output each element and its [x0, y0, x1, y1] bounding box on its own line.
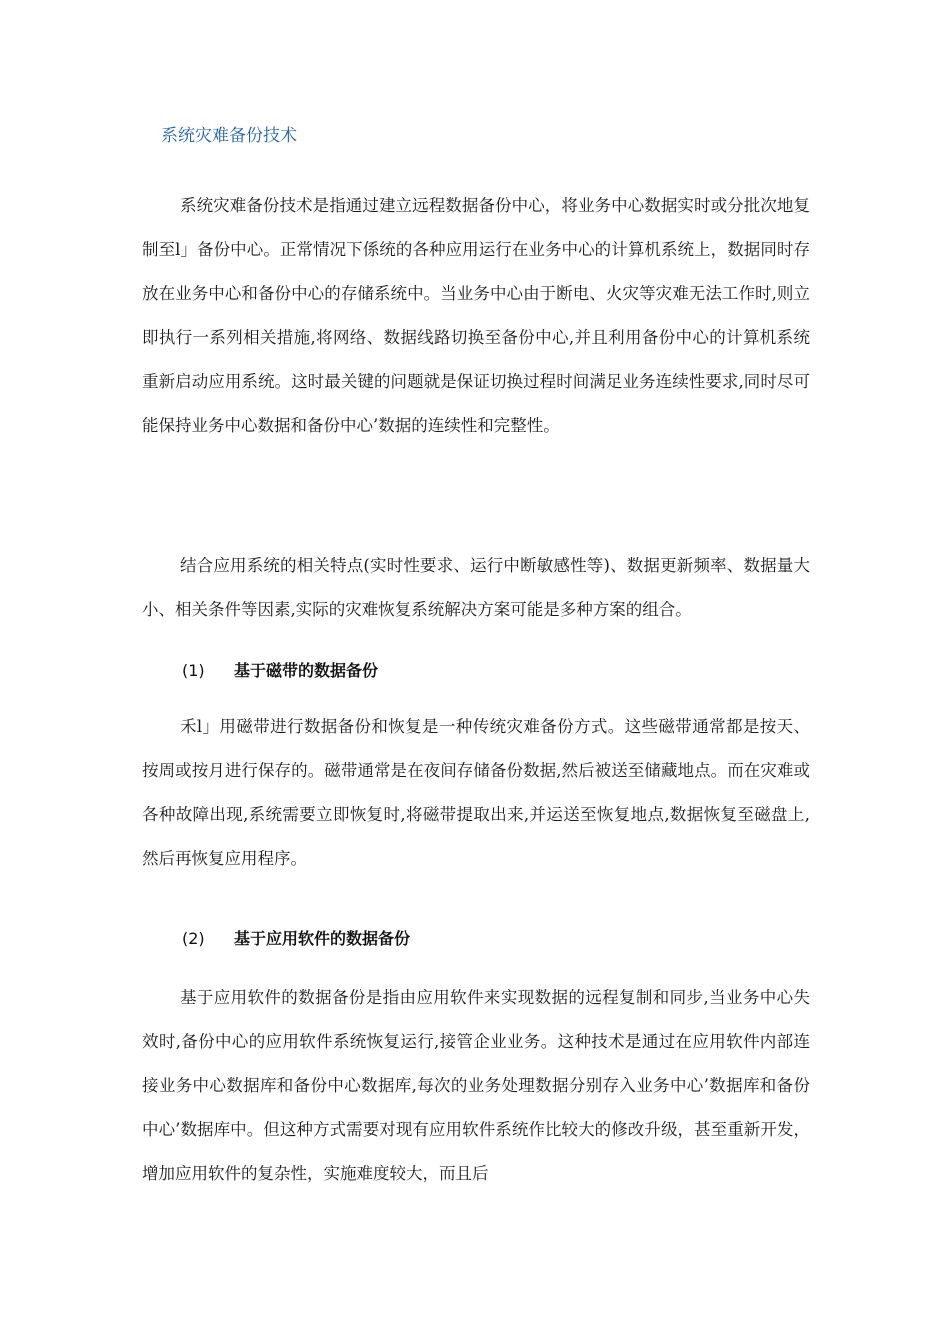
intro-paragraph: 系统灾难备份技术是指通过建立远程数据备份中心，将业务中心数据实时或分批次地复制至l」备份中心。正常情况下係统的各种应用运行在业务中心的计算机系统上，数据同时存放在业务中心和备份中心的存储系统中。当业务中心由于断电、火灾等灾难无法工作时,则立即执行一系列相关措施,将网络、数据线路切换至备份中心,并且利用备份中心的计算机系统重新启动应用系统。这时最关键的问题就是保证切换过程时间满足业务连续性要求,同时尽可能保持业务中心数据和备份中心’数据的连续性和完整性。: [142, 196, 810, 435]
section-heading-tape-backup: [182, 659, 378, 683]
document-title: 系统灾难备份技术: [161, 126, 297, 146]
software-backup-paragraph: 基于应用软件的数据备份是指由应用软件来实现数据的远程复制和同步,当业务中心失效时,备份中心的应用软件系统恢复运行,接管企业业务。这种技术是通过在应用软件内部连接业务中心数据库和备份中心数据库,每次的业务处理数据分别存入业务中心’数据库和备份中心’数据库中。但这种方式需要对现有应用软件系统作比较大的修改升级，甚至重新开发，增加应用软件的复杂性，实施难度较大，而且后: [142, 988, 810, 1183]
tape-backup-paragraph: 禾l」用磁带进行数据备份和恢复是一种传统灾难备份方式。这些磁带通常都是按天、按周或按月进行保存的。磁带通常是在夜间存储备份数据,然后被送至储藏地点。而在灾难或各种故障出现,系统需要立即恢复时,将磁带提取出来,并运送至恢复地点,数据恢复至磁盘上,然后再恢复应用程序。: [142, 717, 810, 868]
section-number: (2): [182, 929, 205, 948]
section-heading-text: 基于磁带的数据备份: [234, 661, 379, 680]
section-heading-software-backup: [182, 927, 410, 951]
section-heading-text: 基于应用软件的数据备份: [234, 929, 411, 948]
combination-paragraph: 结合应用系统的相关特点(实时性要求、运行中断敏感性等)、数据更新频率、数据量大小、相关条件等因素,实际的灾难恢复系统解决方案可能是多种方案的组合。: [142, 556, 810, 619]
section-number: (1): [182, 661, 205, 680]
